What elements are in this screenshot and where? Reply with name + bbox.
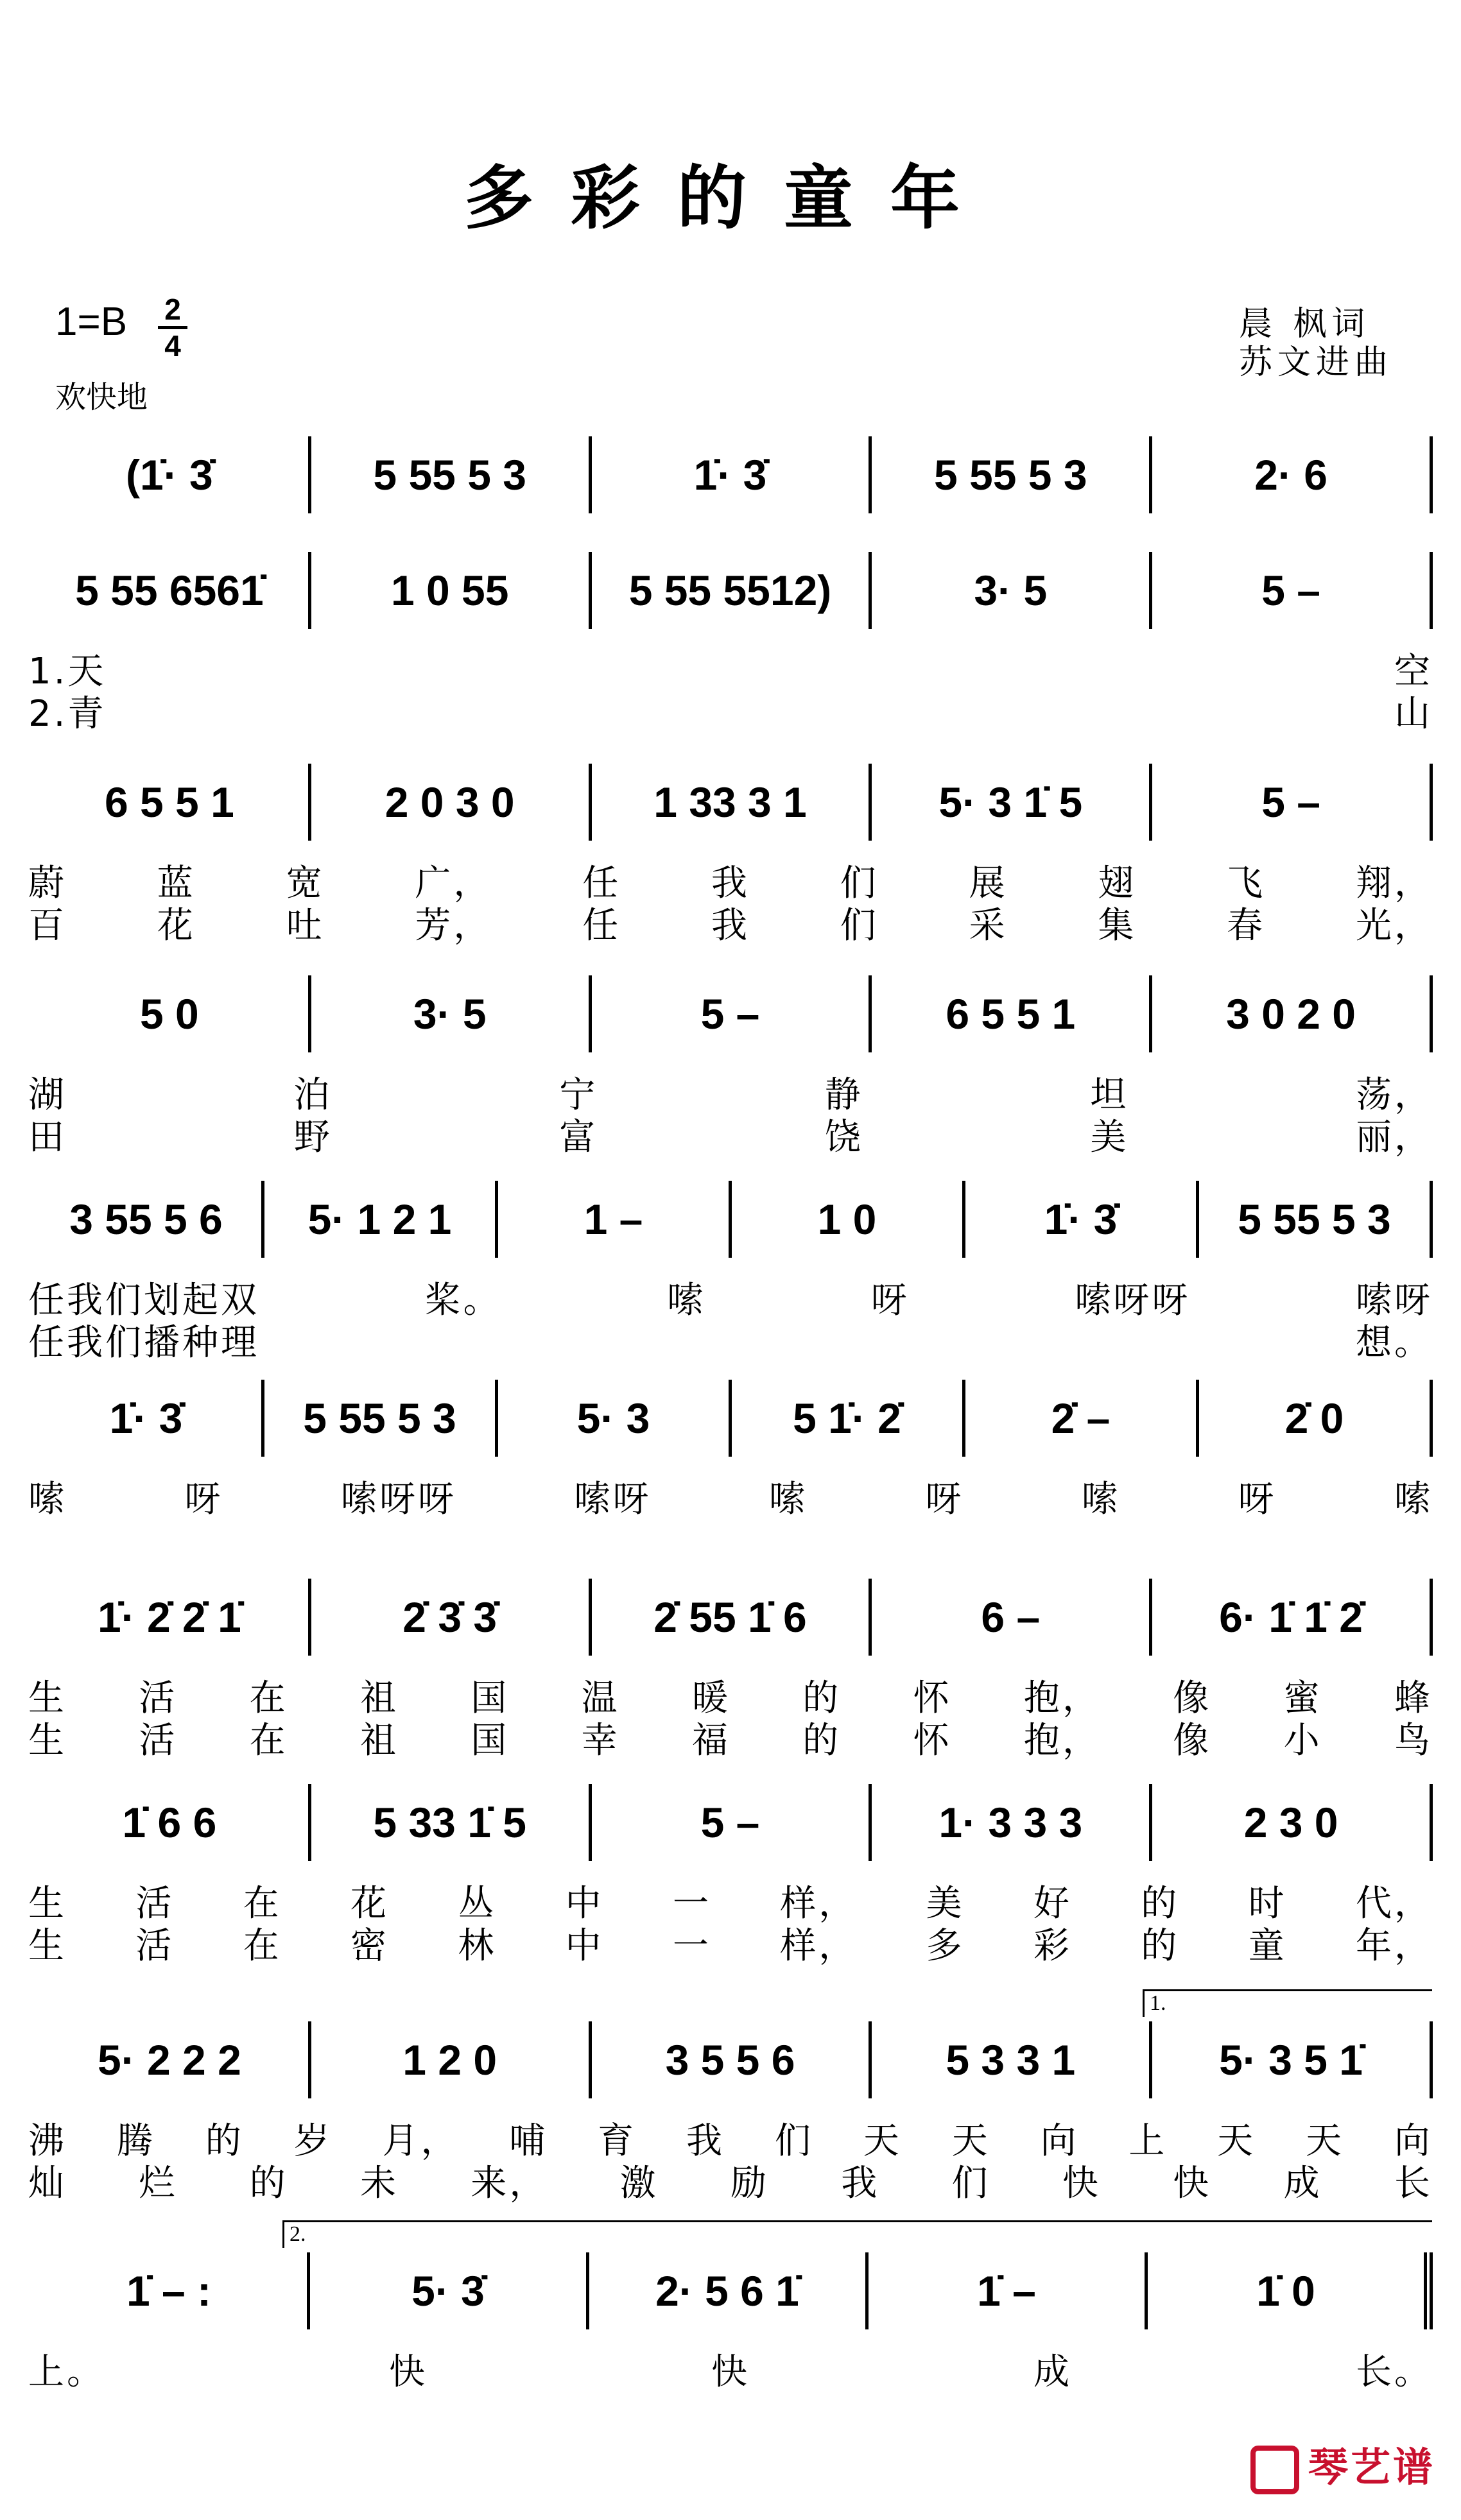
lyric-syllable: 祖	[359, 1677, 399, 1719]
score-row	[0, 764, 1461, 975]
lyric-syllable: 成	[1283, 2163, 1322, 2204]
lyric-syllable: 多	[926, 1925, 965, 1967]
watermark-text: 琴艺谱	[1308, 2444, 1435, 2491]
lyric-syllable: 祖	[359, 1720, 399, 1761]
lyric-syllable: 国	[471, 1677, 510, 1719]
measure: 1 0 55	[311, 552, 592, 629]
notation-line	[31, 1579, 1433, 1656]
lyric-syllable: 活	[139, 1677, 178, 1719]
lyric-syllable: 生	[28, 1925, 67, 1967]
lyric-syllable: 生	[28, 1883, 67, 1924]
lyric-syllable: 小	[1283, 1720, 1322, 1761]
measure: 1̇ –	[869, 2252, 1148, 2329]
measure: 6 5 5 1	[872, 975, 1152, 1052]
lyric-syllable: 一	[672, 1925, 711, 1967]
measure: 1· 3 3 3	[872, 1784, 1152, 1861]
lyric-syllable: 的	[249, 2163, 288, 2204]
lyric-syllable: 怀	[913, 1720, 952, 1761]
notation-line	[31, 764, 1433, 841]
lyrics-verse-2	[28, 1319, 1433, 1364]
score-row	[0, 1380, 1461, 1591]
lyric-syllable: 饶	[824, 1117, 863, 1158]
lyric-syllable: 长。	[1356, 2351, 1433, 2393]
lyric-syllable: 山	[1394, 693, 1433, 735]
lyric-syllable: 抱，	[1023, 1720, 1101, 1761]
lyric-syllable: 展	[969, 862, 1008, 904]
lyric-syllable: 花	[157, 905, 196, 947]
lyrics-verse-2	[28, 2160, 1433, 2204]
lyric-syllable: 丽，	[1355, 1117, 1433, 1158]
lyric-syllable: 嗦呀呀	[341, 1479, 456, 1520]
lyric-syllable: 春	[1227, 905, 1266, 947]
measure: 3 0 2 0	[1152, 975, 1433, 1052]
watermark	[1250, 2435, 1435, 2494]
lyric-syllable: 嗦	[667, 1280, 706, 1321]
measure: 1 2 0	[311, 2021, 592, 2098]
lyric-syllable: 空	[1394, 651, 1433, 692]
lyric-syllable: 呀	[184, 1479, 223, 1520]
measure: 5 33 1̇ 5	[311, 1784, 592, 1861]
lyric-syllable: 像	[1173, 1720, 1212, 1761]
measure: 5 –	[1152, 764, 1433, 841]
lyric-syllable: 快	[1062, 2163, 1101, 2204]
lyric-syllable: 快	[389, 2351, 428, 2393]
lyric-syllable: 我	[841, 2163, 880, 2204]
lyric-syllable: 像	[1173, 1677, 1212, 1719]
measure: 1 33 3 1	[592, 764, 872, 841]
notation-line	[31, 2252, 1433, 2329]
lyric-syllable: 暖	[691, 1677, 730, 1719]
lyric-syllable: 们	[840, 905, 879, 947]
measure: 2̇ 0	[1199, 1380, 1433, 1457]
lyric-syllable: 2.青	[28, 693, 107, 735]
volta-bracket: 1.	[1143, 1989, 1432, 2017]
lyric-syllable: 广，	[415, 862, 492, 904]
lyric-syllable: 密	[350, 1925, 389, 1967]
lyric-syllable: 福	[691, 1720, 730, 1761]
measure: 5 –	[1152, 552, 1433, 629]
lyrics-verse-1	[28, 648, 1433, 692]
notation-line	[31, 2021, 1433, 2098]
lyric-syllable: 呀	[870, 1280, 910, 1321]
measure: 2̇ 55 1̇ 6	[592, 1579, 872, 1656]
lyric-syllable: 嗦	[769, 1479, 808, 1520]
score-row	[0, 1784, 1461, 1996]
lyric-syllable: 长	[1394, 2163, 1433, 2204]
lyric-syllable: 呀	[925, 1479, 964, 1520]
lyric-syllable: 湖	[28, 1074, 67, 1116]
lyric-syllable: 腾	[116, 2120, 155, 2162]
lyric-syllable: 嗦	[1394, 1479, 1433, 1520]
lyric-syllable: 任我们划起双	[28, 1280, 259, 1321]
measure: 5· 1 2 1	[264, 1181, 498, 1258]
lyric-syllable: 代，	[1355, 1883, 1433, 1924]
measure: 5 55 5 3	[311, 436, 592, 513]
measure: 1̇· 3̇	[592, 436, 872, 513]
volta-bracket: 2.	[282, 2220, 1432, 2248]
measure: 1̇· 3̇	[965, 1181, 1199, 1258]
lyric-syllable: 蔚	[28, 862, 67, 904]
watermark-logo-icon	[1250, 2446, 1299, 2494]
song-title: 多彩的童年	[463, 158, 997, 239]
lyric-syllable: 翅	[1098, 862, 1137, 904]
lyric-syllable: 美	[926, 1883, 965, 1924]
lyric-syllable: 富	[559, 1117, 598, 1158]
score-row	[0, 552, 1461, 764]
lyric-syllable: 采	[969, 905, 1008, 947]
measure: 2̇ 3̇ 3̇	[311, 1579, 592, 1656]
lyric-syllable: 集	[1098, 905, 1137, 947]
lyric-syllable: 天	[951, 2120, 990, 2162]
lyric-syllable: 坦	[1090, 1074, 1129, 1116]
measure: 1 0	[732, 1181, 965, 1258]
measure: 5· 3 5 1̇	[1152, 2021, 1433, 2098]
measure: 3· 5	[311, 975, 592, 1052]
lyric-syllable: 田	[28, 1117, 67, 1158]
measure: 3 5 5 6	[592, 2021, 872, 2098]
lyrics-verse-1	[28, 860, 1433, 904]
measure: 2 3 0	[1152, 1784, 1433, 1861]
lyric-syllable: 在	[243, 1925, 282, 1967]
lyric-syllable: 天	[1217, 2120, 1256, 2162]
lyric-syllable: 岁	[293, 2120, 333, 2162]
measure: 5 –	[592, 975, 872, 1052]
lyric-syllable: 花	[350, 1883, 389, 1924]
lyric-syllable: 天	[1306, 2120, 1345, 2162]
lyric-syllable: 激	[619, 2163, 659, 2204]
lyric-syllable: 鸟	[1394, 1720, 1433, 1761]
lyrics-verse-2	[28, 1923, 1433, 1967]
lyric-syllable: 未	[359, 2163, 399, 2204]
measure: 5 55 6561̇	[31, 552, 311, 629]
measure: 2 0 3 0	[311, 764, 592, 841]
lyric-syllable: 泊	[293, 1074, 333, 1116]
lyrics-verse-1	[28, 2118, 1433, 2162]
lyric-syllable: 育	[598, 2120, 637, 2162]
lyric-syllable: 向	[1040, 2120, 1079, 2162]
lyric-syllable: 我	[686, 2120, 725, 2162]
lyric-syllable: 怀	[913, 1677, 952, 1719]
lyric-syllable: 哺	[509, 2120, 548, 2162]
lyric-syllable: 飞	[1227, 862, 1266, 904]
lyric-syllable: 想。	[1356, 1322, 1433, 1364]
lyric-syllable: 任我们播种理	[28, 1322, 259, 1364]
measure: 1̇ 6 6	[31, 1784, 311, 1861]
lyric-syllable: 成	[1033, 2351, 1072, 2393]
lyric-syllable: 样，	[780, 1883, 858, 1924]
measure: 2· 5 6 1̇	[589, 2252, 869, 2329]
lyric-syllable: 翔，	[1355, 862, 1433, 904]
lyric-syllable: 时	[1248, 1883, 1287, 1924]
notation-line	[31, 552, 1433, 629]
lyric-syllable: 在	[243, 1883, 282, 1924]
measure: 5 55 5 3	[1199, 1181, 1433, 1258]
lyric-syllable: 童	[1248, 1925, 1287, 1967]
lyrics-verse-1	[28, 1476, 1433, 1520]
lyric-syllable: 向	[1394, 2120, 1433, 2162]
score-row	[0, 2222, 1461, 2464]
measure: 5· 3 1̇ 5	[872, 764, 1152, 841]
tempo-marking: 欢快地	[55, 379, 148, 415]
lyric-syllable: 样，	[780, 1925, 858, 1967]
measure: 1̇· 2̇ 2̇ 1̇	[31, 1579, 311, 1656]
lyric-syllable: 温	[581, 1677, 620, 1719]
lyrics-verse-1	[28, 1880, 1433, 1924]
lyric-syllable: 月，	[382, 2120, 460, 2162]
key-signature: 1=B	[55, 300, 128, 344]
score-row	[0, 1181, 1461, 1393]
lyric-syllable: 灿	[28, 2163, 67, 2204]
measure: 5 3 3 1	[872, 2021, 1152, 2098]
lyrics-verse-2	[28, 1717, 1433, 1761]
lyric-syllable: 芳，	[415, 905, 492, 947]
notation-line	[31, 1380, 1433, 1457]
time-signature	[158, 294, 187, 361]
lyric-syllable: 快	[711, 2351, 750, 2393]
lyric-syllable: 快	[1173, 2163, 1212, 2204]
measure: 5 55 5 3	[872, 436, 1152, 513]
lyric-syllable: 蜂	[1394, 1677, 1433, 1719]
lyric-syllable: 活	[135, 1883, 175, 1924]
measure: 2· 6	[1152, 436, 1433, 513]
measure: 1̇· 3̇	[31, 1380, 264, 1457]
lyric-syllable: 活	[135, 1925, 175, 1967]
notation-line	[31, 1181, 1433, 1258]
lyric-syllable: 上	[1128, 2120, 1168, 2162]
lyric-syllable: 们	[774, 2120, 813, 2162]
lyric-syllable: 的	[205, 2120, 244, 2162]
lyric-syllable: 中	[565, 1883, 604, 1924]
lyric-syllable: 抱，	[1023, 1677, 1101, 1719]
lyric-syllable: 嗦	[1082, 1479, 1120, 1520]
notation-line	[31, 1784, 1433, 1861]
lyrics-verse-1	[28, 1675, 1433, 1719]
lyric-syllable: 生	[28, 1720, 67, 1761]
lyric-syllable: 好	[1033, 1883, 1072, 1924]
lyric-syllable: 呀	[1238, 1479, 1277, 1520]
measure: 5 1̇· 2̇	[732, 1380, 965, 1457]
lyrics-verse-2	[28, 1114, 1433, 1158]
lyric-syllable: 上。	[28, 2351, 105, 2393]
lyric-syllable: 中	[565, 1925, 604, 1967]
lyric-syllable: 在	[249, 1720, 288, 1761]
lyric-syllable: 的	[1141, 1883, 1180, 1924]
measure: 1̇ – :	[31, 2252, 310, 2329]
lyric-syllable: 们	[951, 2163, 990, 2204]
time-bottom: 4	[164, 329, 181, 363]
lyric-syllable: 任	[582, 905, 621, 947]
lyric-syllable: 彩	[1033, 1925, 1072, 1967]
lyric-syllable: 的	[802, 1677, 842, 1719]
lyric-syllable: 蓝	[157, 862, 196, 904]
lyrics-verse-1	[28, 2349, 1433, 2393]
lyric-syllable: 烂	[139, 2163, 178, 2204]
lyricist-credit: 晨 枫词	[1239, 305, 1370, 343]
lyric-syllable: 活	[139, 1720, 178, 1761]
measure: 1 –	[498, 1181, 732, 1258]
measure: 6 –	[872, 1579, 1152, 1656]
lyric-syllable: 的	[802, 1720, 842, 1761]
measure: 2̇ –	[965, 1380, 1199, 1457]
lyric-syllable: 们	[840, 862, 879, 904]
lyric-syllable: 吐	[286, 905, 325, 947]
notation-line	[31, 436, 1433, 513]
lyric-syllable: 沸	[28, 2120, 67, 2162]
lyrics-verse-1	[28, 1072, 1433, 1116]
lyric-syllable: 励	[730, 2163, 769, 2204]
measure: 5 0	[31, 975, 311, 1052]
lyric-syllable: 美	[1090, 1117, 1129, 1158]
lyric-syllable: 嗦	[28, 1479, 67, 1520]
measure: 1̇ 0	[1148, 2252, 1433, 2329]
lyric-syllable: 一	[672, 1883, 711, 1924]
measure: 3 55 5 6	[31, 1181, 264, 1258]
score-row	[0, 1579, 1461, 1790]
lyric-syllable: 生	[28, 1677, 67, 1719]
lyric-syllable: 嗦呀呀	[1075, 1280, 1191, 1321]
measure: 5· 2 2 2	[31, 2021, 311, 2098]
lyric-syllable: 百	[28, 905, 67, 947]
measure: 3· 5	[872, 552, 1152, 629]
time-top: 2	[164, 293, 181, 326]
lyric-syllable: 在	[249, 1677, 288, 1719]
lyric-syllable: 荡，	[1355, 1074, 1433, 1116]
lyrics-verse-2	[28, 902, 1433, 947]
lyric-syllable: 嗦呀	[574, 1479, 652, 1520]
lyric-syllable: 天	[863, 2120, 902, 2162]
lyrics-verse-1	[28, 1277, 1433, 1321]
lyric-syllable: 桨。	[424, 1280, 502, 1321]
lyric-syllable: 林	[458, 1925, 497, 1967]
lyric-syllable: 丛	[458, 1883, 497, 1924]
lyric-syllable: 幸	[581, 1720, 620, 1761]
lyric-syllable: 宽	[286, 862, 325, 904]
lyric-syllable: 的	[1141, 1925, 1180, 1967]
notation-line	[31, 975, 1433, 1052]
lyric-syllable: 静	[824, 1074, 863, 1116]
lyric-syllable: 我	[711, 905, 750, 947]
lyric-syllable: 野	[293, 1117, 333, 1158]
measure: 5 –	[592, 1784, 872, 1861]
measure: (1̇· 3̇	[31, 436, 311, 513]
lyrics-verse-2	[28, 690, 1433, 735]
lyric-syllable: 我	[711, 862, 750, 904]
composer-credit: 苏文进曲	[1239, 343, 1394, 382]
score-row	[0, 975, 1461, 1187]
lyric-syllable: 1.天	[28, 651, 107, 692]
measure: 5 55 5512)	[592, 552, 872, 629]
measure: 6 5 5 1	[31, 764, 311, 841]
lyric-syllable: 宁	[559, 1074, 598, 1116]
measure: 5· 3̇	[310, 2252, 589, 2329]
lyric-syllable: 年，	[1355, 1925, 1433, 1967]
score-row	[0, 1991, 1461, 2233]
lyric-syllable: 来，	[471, 2163, 548, 2204]
lyric-syllable: 国	[471, 1720, 510, 1761]
lyric-syllable: 任	[582, 862, 621, 904]
measure: 5 55 5 3	[264, 1380, 498, 1457]
lyric-syllable: 光，	[1355, 905, 1433, 947]
lyric-syllable: 嗦呀	[1355, 1280, 1433, 1321]
measure: 6· 1̇ 1̇ 2̇	[1152, 1579, 1433, 1656]
lyric-syllable: 蜜	[1283, 1677, 1322, 1719]
measure: 5· 3	[498, 1380, 732, 1457]
